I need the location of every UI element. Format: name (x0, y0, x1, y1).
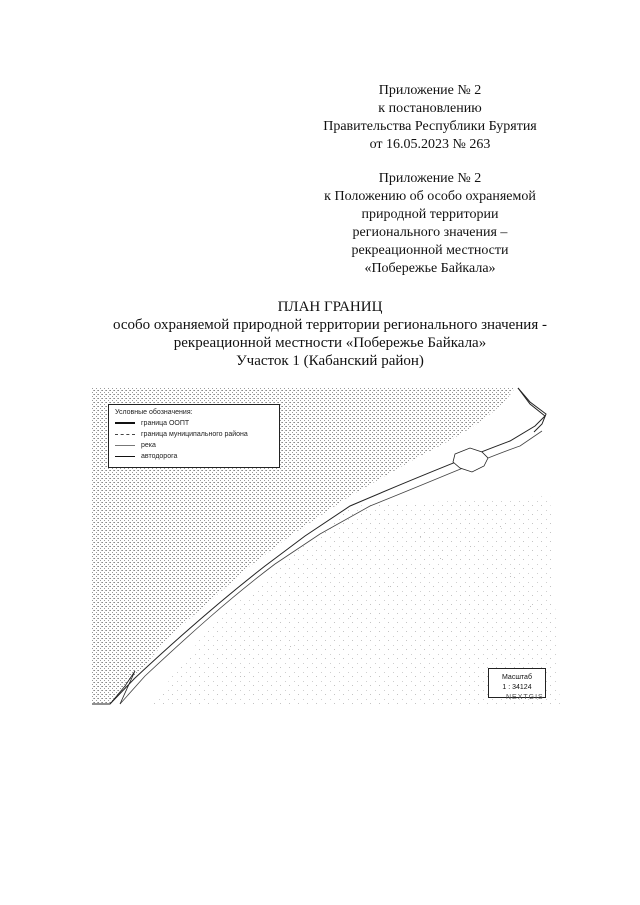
appendix2-line5: рекреационной местности (351, 243, 509, 258)
legend-label: река (141, 441, 156, 449)
legend-symbol-thin (115, 445, 135, 446)
legend-symbol-solid-bold (115, 422, 135, 424)
appendix2-line3: природной территории (361, 207, 499, 222)
nextgis-watermark: NEXTGIS (506, 694, 544, 701)
legend-symbol-dashed (115, 434, 135, 435)
appendix-government: Правительства Республики Бурятия (323, 119, 537, 134)
scale-label: Масштаб (502, 674, 532, 681)
legend-label: граница муниципального района (141, 430, 248, 438)
scale-value: 1 : 34124 (502, 684, 532, 691)
plan-subtitle-2: рекреационной местности «Побережье Байкала» (173, 335, 487, 351)
appendix-date: от 16.05.2023 № 263 (369, 137, 491, 152)
appendix-block-decree (300, 82, 560, 154)
appendix2-line4: регионального значения – (352, 225, 508, 240)
legend-item-road (115, 451, 177, 461)
appendix2-line6: «Побережье Байкала» (364, 261, 496, 276)
appendix2-line2: к Положению об особо охраняемой (324, 189, 536, 204)
appendix2-number: Приложение № 2 (378, 171, 482, 186)
east-boundary (518, 388, 546, 432)
plan-title (80, 298, 580, 370)
appendix-block-regulation (300, 170, 560, 278)
map-legend (108, 404, 280, 468)
legend-item-oopt-boundary (115, 418, 189, 428)
legend-label: автодорога (141, 452, 178, 460)
legend-item-municipal-boundary (115, 429, 248, 439)
legend-item-river (115, 440, 156, 450)
legend-label: граница ООПТ (141, 419, 190, 427)
plan-subtitle-1: особо охраняемой природной территории регионального значения - (113, 317, 547, 333)
legend-symbol-solid (115, 456, 135, 457)
boundary-map (90, 386, 560, 706)
appendix-number: Приложение № 2 (378, 83, 482, 98)
legend-title: Условные обозначения: (115, 409, 193, 416)
plan-section: Участок 1 (Кабанский район) (236, 353, 424, 369)
plan-heading: ПЛАН ГРАНИЦ (277, 299, 383, 315)
appendix-to-resolution: к постановлению (378, 101, 482, 116)
